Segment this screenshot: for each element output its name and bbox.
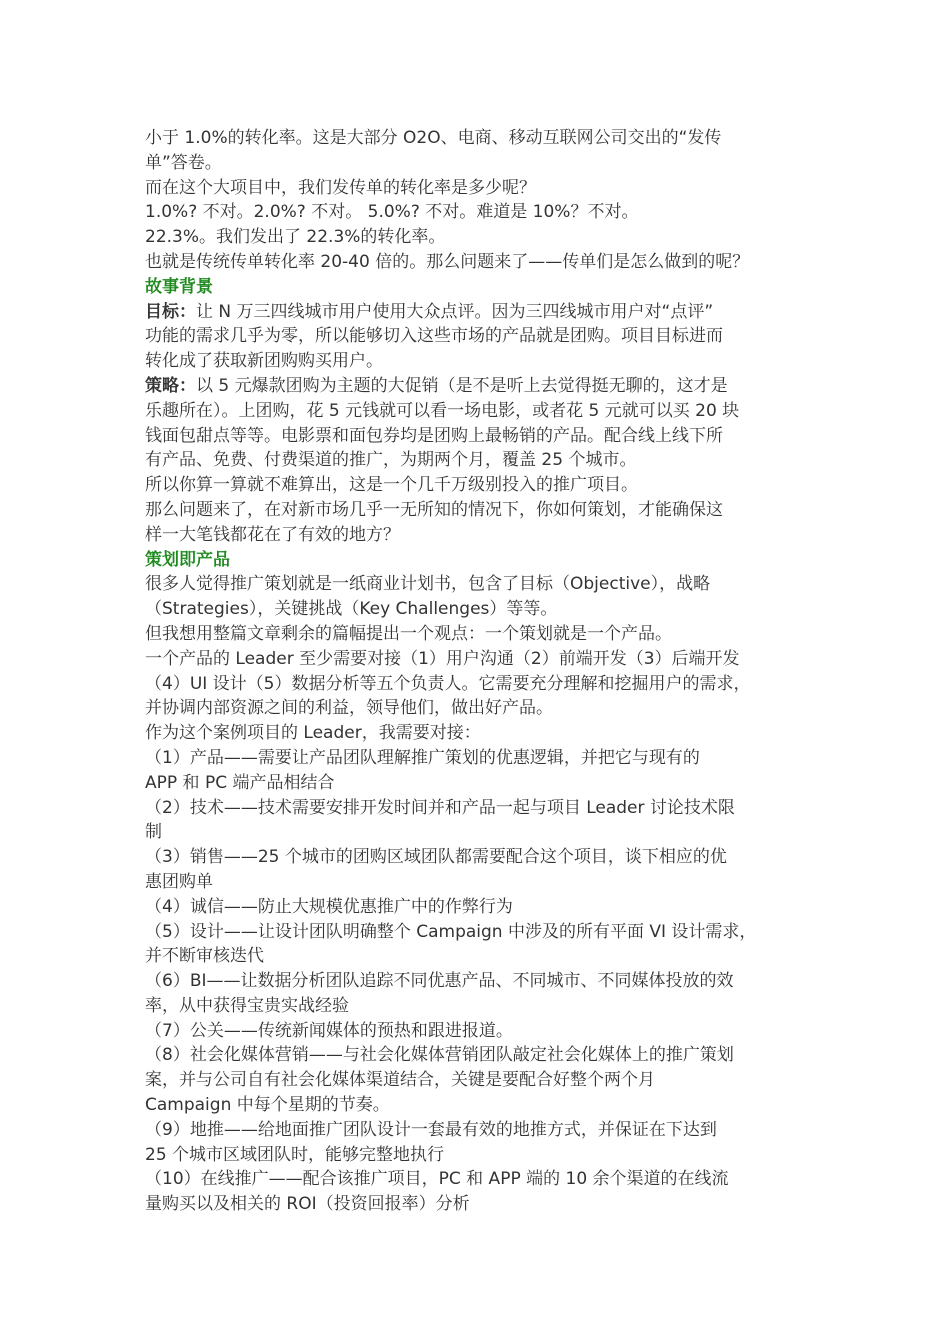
list-item-line: 制 — [145, 822, 162, 843]
paragraph-line: 很多人觉得推广策划就是一纸商业计划书，包含了目标（Objective），战略 — [145, 574, 711, 595]
section-heading-background: 故事背景 — [145, 276, 213, 297]
paragraph-line: 22.3%。我们发出了 22.3%的转化率。 — [145, 227, 446, 248]
section-heading-planning: 策划即产品 — [145, 549, 230, 570]
list-item-line: 案，并与公司自有社会化媒体渠道结合，关键是要配合好整个两个月 — [145, 1070, 655, 1091]
list-item-line: 25 个城市区域团队时，能够完整地执行 — [145, 1144, 445, 1165]
paragraph-line: 也就是传统传单转化率 20-40 倍的。那么问题来了——传单们是怎么做到的呢？ — [145, 251, 750, 272]
paragraph-line: 转化成了获取新团购购买用户。 — [145, 351, 383, 372]
list-item-line: （9）地推——给地面推广团队设计一套最有效的地推方式，并保证在下达到 — [145, 1119, 717, 1140]
list-item-line: （6）BI——让数据分析团队追踪不同优惠产品、不同城市、不同媒体投放的效 — [145, 971, 734, 992]
paragraph-line: 所以你算一算就不难算出，这是一个几千万级别投入的推广项目。 — [145, 475, 638, 496]
list-item-line: （7）公关——传统新闻媒体的预热和跟进报道。 — [145, 1020, 513, 1041]
paragraph-line: 作为这个案例项目的 Leader，我需要对接： — [145, 723, 481, 744]
paragraph-line: 并协调内部资源之间的利益，领导他们，做出好产品。 — [145, 698, 553, 719]
list-item-line: APP 和 PC 端产品相结合 — [145, 772, 335, 793]
paragraph-line: 那么问题来了，在对新市场几乎一无所知的情况下，你如何策划，才能确保这 — [145, 499, 723, 520]
list-item-line: 惠团购单 — [145, 871, 213, 892]
paragraph-line: 乐趣所在）。上团购，花 5 元钱就可以看一场电影，或者花 5 元就可以买 20 块 — [145, 400, 740, 421]
list-item-line: （10）在线推广——配合该推广项目，PC 和 APP 端的 10 余个渠道的在线流 — [145, 1169, 729, 1190]
paragraph-line: （4）UI 设计（5）数据分析等五个负责人。它需要充分理解和挖掘用户的需求， — [145, 673, 751, 694]
list-item-line: （4）诚信——防止大规模优惠推广中的作弊行为 — [145, 896, 513, 917]
paragraph-line: 有产品、免费、付费渠道的推广，为期两个月，覆盖 25 个城市。 — [145, 450, 637, 471]
list-item-line: 率，从中获得宝贵实战经验 — [145, 995, 349, 1016]
strategy-text: 以 5 元爆款团购为主题的大促销（是不是听上去觉得挺无聊的，这才是 — [196, 375, 728, 396]
list-item-line: 量购买以及相关的 ROI（投资回报率）分析 — [145, 1194, 470, 1215]
list-item-line: 并不断审核迭代 — [145, 946, 264, 967]
list-item-line: （2）技术——技术需要安排开发时间并和产品一起与项目 Leader 讨论技术限 — [145, 797, 735, 818]
article-body — [145, 126, 820, 1217]
list-item-line: （3）销售——25 个城市的团购区域团队都需要配合这个项目，谈下相应的优 — [145, 847, 727, 868]
paragraph-line: 钱面包甜点等等。电影票和面包券均是团购上最畅销的产品。配合线上线下所 — [145, 425, 723, 446]
paragraph-line: 样一大笔钱都花在了有效的地方？ — [145, 524, 400, 545]
paragraph-line: 但我想用整篇文章剩余的篇幅提出一个观点：一个策划就是一个产品。 — [145, 623, 672, 644]
paragraph-line — [145, 300, 820, 325]
paragraph-line: 小于 1.0%的转化率。这是大部分 O2O、电商、移动互联网公司交出的“发传 — [145, 128, 722, 148]
paragraph-line: （Strategies），关键挑战（Key Challenges）等等。 — [145, 599, 558, 620]
paragraph-line: 一个产品的 Leader 至少需要对接（1）用户沟通（2）前端开发（3）后端开发 — [145, 648, 740, 669]
paragraph-line: 1.0%? 不对。2.0%? 不对。 5.0%? 不对。难道是 10%？不对。 — [145, 202, 639, 223]
paragraph-line — [145, 374, 820, 399]
list-item-line: Campaign 中每个星期的节奏。 — [145, 1095, 390, 1116]
goal-label: 目标： — [145, 301, 196, 322]
goal-text: 让 N 万三四线城市用户使用大众点评。因为三四线城市用户对“点评” — [196, 301, 714, 322]
list-item-line: （8）社会化媒体营销——与社会化媒体营销团队敲定社会化媒体上的推广策划 — [145, 1045, 734, 1066]
strategy-label: 策略： — [145, 375, 196, 396]
paragraph-line: 而在这个大项目中，我们发传单的转化率是多少呢？ — [145, 177, 536, 198]
paragraph-line: 单”答卷。 — [145, 152, 222, 173]
list-item-line: （5）设计——让设计团队明确整个 Campaign 中涉及的所有平面 VI 设计需求， — [145, 921, 757, 942]
paragraph-line: 功能的需求几乎为零，所以能够切入这些市场的产品就是团购。项目目标进而 — [145, 326, 723, 347]
list-item-line: （1）产品——需要让产品团队理解推广策划的优惠逻辑，并把它与现有的 — [145, 747, 700, 768]
